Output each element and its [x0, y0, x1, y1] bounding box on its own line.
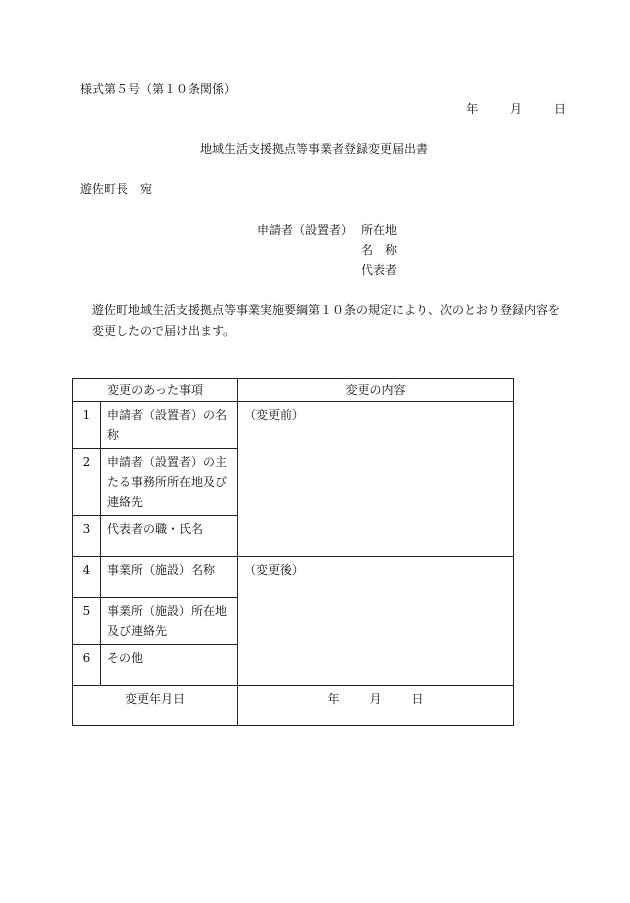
before-change-label: （変更前）: [244, 408, 305, 422]
item-number: 2: [73, 449, 101, 516]
item-column-header: 変更のあった事項: [73, 379, 238, 402]
item-label: 代表者の職・氏名: [101, 516, 238, 557]
applicant-representative-label: 代表者: [361, 263, 398, 277]
item-label: 申請者（設置者）の名称: [101, 402, 238, 449]
change-date-row: [73, 686, 514, 726]
applicant-address-label: 所在地: [361, 223, 398, 237]
item-label: 事業所（施設）名称: [101, 557, 238, 598]
applicant-name-label: 名 称: [361, 243, 398, 257]
item-number: 4: [73, 557, 101, 598]
change-date-label: 変更年月日: [73, 686, 238, 726]
table-row: [73, 557, 514, 598]
change-date-day: 日: [411, 692, 424, 706]
table-row: [73, 402, 514, 449]
change-form-table: [72, 378, 514, 726]
after-change-cell[interactable]: [238, 557, 514, 686]
body-paragraph: 遊佐町地域生活支援拠点等事業実施要綱第１０条の規定により、次のとおり登録内容を変更したので届け出ます。: [92, 303, 561, 338]
addressee: 遊佐町長 宛: [80, 182, 153, 196]
item-number: 1: [73, 402, 101, 449]
applicant-role-label: 申請者（設置者）: [257, 223, 354, 237]
item-label: その他: [101, 645, 238, 686]
form-number: 様式第５号（第１０条関係）: [80, 82, 237, 96]
change-date-year: 年: [327, 692, 340, 706]
table-header-row: [73, 379, 514, 402]
item-number: 3: [73, 516, 101, 557]
item-number: 6: [73, 645, 101, 686]
document-title: 地域生活支援拠点等事業者登録変更届出書: [200, 142, 429, 156]
before-change-cell[interactable]: [238, 402, 514, 557]
item-label: 申請者（設置者）の主たる事務所所在地及び連絡先: [101, 449, 238, 516]
date-month: 月: [510, 102, 523, 116]
change-date-value[interactable]: [238, 686, 514, 726]
change-date-month: 月: [369, 692, 382, 706]
header-date: [466, 101, 566, 117]
date-day: 日: [554, 102, 567, 116]
after-change-label: （変更後）: [244, 563, 305, 577]
item-label: 事業所（施設）所在地及び連絡先: [101, 598, 238, 645]
date-year: 年: [466, 102, 479, 116]
item-number: 5: [73, 598, 101, 645]
content-column-header: 変更の内容: [238, 379, 514, 402]
